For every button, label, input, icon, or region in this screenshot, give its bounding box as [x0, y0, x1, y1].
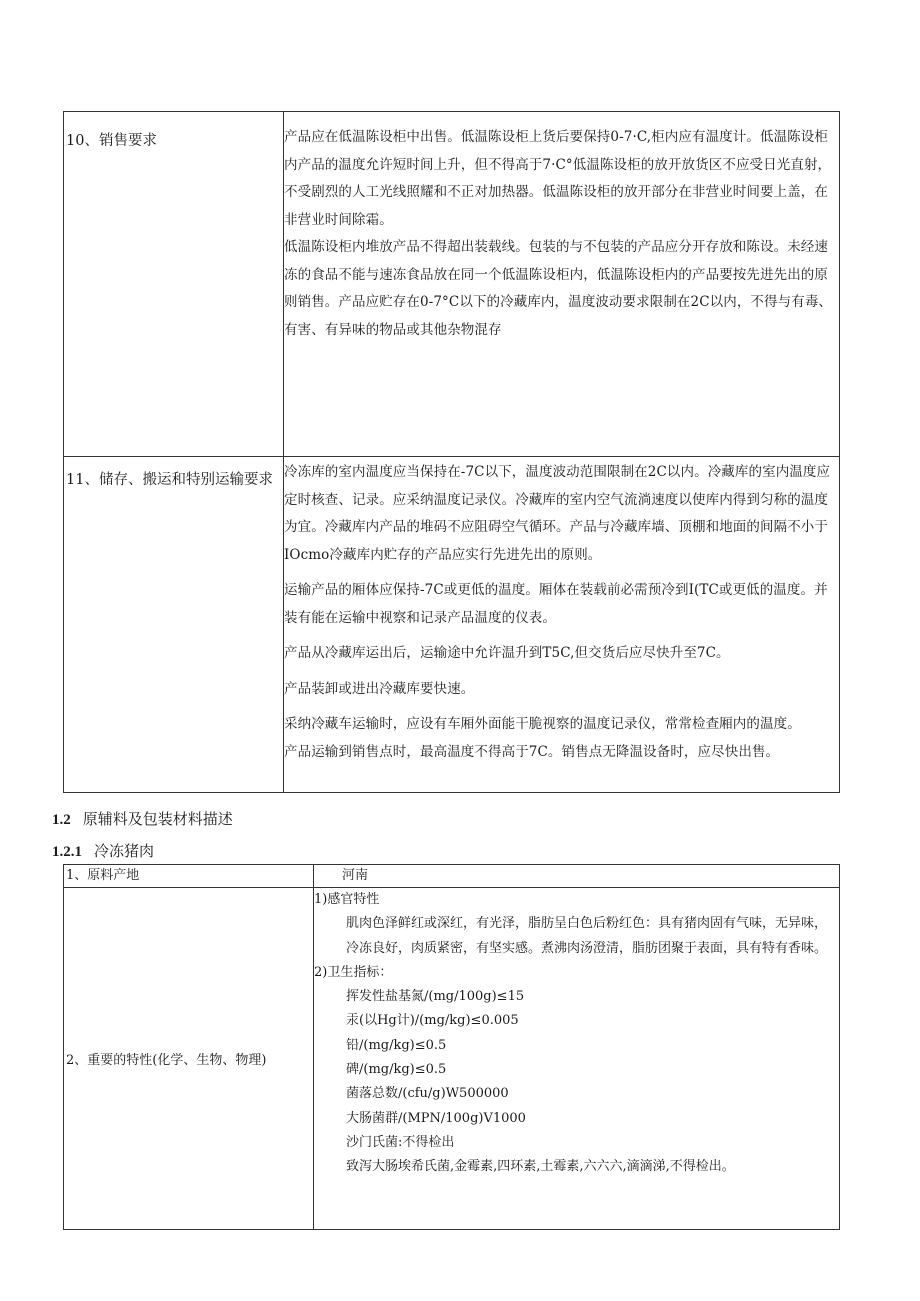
paragraph: 运输产品的厢体应保持-7C或更低的温度。厢体在装载前必需预冷到I(TC或更低的温度。并装有能在运输中视察和记录产品温度的仪表。	[284, 582, 828, 626]
section-title: 原辅料及包装材料描述	[82, 811, 233, 828]
paragraph: 低温陈设柜内堆放产品不得超出装载线。包装的与不包装的产品应分开存放和陈设。未经速冻的食品不能与速冻食品放在同一个低温陈设柜内，低温陈设柜内的产品要按先进先出的原则销售。产品应贮存在0-7°C以下的冷藏库内，温度波动要求限制在2C以内，不得与有毒、有害、有异味的物品或其他杂物混存	[284, 239, 833, 338]
hygiene-item: 大肠菌群/(MPN/100g)V1000	[346, 1110, 526, 1126]
row-label: 11、储存、搬运和特别运输要求	[66, 472, 273, 488]
origin-label: 1、原料产地	[64, 865, 314, 888]
origin-value: 河南	[314, 865, 840, 888]
hygiene-item: 致泻大肠埃希氏菌,金霉素,四环素,土霉素,六六六,滴滴涕,不得检出。	[346, 1159, 735, 1175]
hygiene-item: 铅/(mg/kg)≤0.5	[346, 1037, 447, 1053]
paragraph: 产品从冷藏库运出后，运输途中允许温升到T5C,但交货后应尽快升至7C。	[284, 645, 730, 661]
table-row	[64, 457, 840, 793]
storage-requirements-table	[63, 111, 840, 793]
row-label: 10、销售要求	[66, 133, 157, 149]
row-label-cell	[64, 112, 284, 457]
properties-cell	[314, 888, 840, 1230]
section-number: 1.2	[52, 812, 71, 828]
sensory-heading: 1)感官特性	[314, 892, 380, 907]
paragraph: 产品运输到销售点时，最高温度不得高于7C。销售点无降温设备时，应尽快出售。	[284, 743, 780, 760]
row-content-cell	[284, 112, 840, 457]
hygiene-item: 挥发性盐基氮/(mg/100g)≤15	[346, 989, 525, 1005]
subsection-title: 冷冻猪肉	[94, 843, 155, 860]
properties-label: 2、重要的特性(化学、生物、物理)	[64, 888, 314, 1230]
hygiene-item: 汞(以Hg计)/(mg/kg)≤0.005	[346, 1013, 519, 1029]
table-row	[64, 888, 840, 1230]
subsection-number: 1.2.1	[52, 844, 82, 860]
paragraph: 冷冻库的室内温度应当保持在-7C以下，温度波动范围限制在2C以内。冷藏库的室内温度应定时核查、记录。应采纳温度记录仪。冷藏库的室内空气流淌速度以使库内得到匀称的温度为宜。冷藏库内产品的堆码不应阻碍空气循环。产品与冷藏库墙、顶棚和地面的间隔不小于IOcmo冷藏库内贮存的产品应实行先进先出的原则。	[284, 464, 831, 563]
row-content-cell	[284, 457, 840, 793]
row-label-cell	[64, 457, 284, 793]
hygiene-item: 碑/(mg/kg)≤0.5	[346, 1062, 447, 1078]
section-heading	[52, 808, 233, 829]
hygiene-heading: 2)卫生指标：	[314, 964, 393, 980]
table-row	[64, 865, 840, 888]
paragraph: 产品应在低温陈设柜中出售。低温陈设柜上货后要保持0-7·C,柜内应有温度计。低温陈设柜内产品的温度允许短时间上升，但不得高于7·C°低温陈设柜的放开放货区不应受日光直射，不受剧烈的人工光线照耀和不正对加热器。低温陈设柜的放开部分在非营业时间要上盖，在非营业时间除霜。	[284, 129, 832, 228]
table-row	[64, 112, 840, 457]
paragraph: 产品装卸或进出冷藏库要快速。	[284, 680, 475, 697]
subsection-heading	[52, 840, 154, 861]
hygiene-item: 沙门氏菌:不得检出	[346, 1134, 455, 1150]
hygiene-item: 菌落总数/(cfu/g)W500000	[346, 1086, 509, 1102]
raw-material-table	[63, 864, 840, 1230]
paragraph: 采纳冷藏车运输时，应设有车厢外面能干脆视察的温度记录仪，常常检查厢内的温度。	[284, 716, 801, 732]
sensory-text: 肌肉色泽鲜红或深红，有光泽，脂肪呈白色后粉红色：具有猪肉固有气味，无异味，冷冻良好，肉质紧密，有坚实感。煮沸肉汤澄清，脂肪团聚于表面，具有特有香味。	[346, 916, 828, 956]
